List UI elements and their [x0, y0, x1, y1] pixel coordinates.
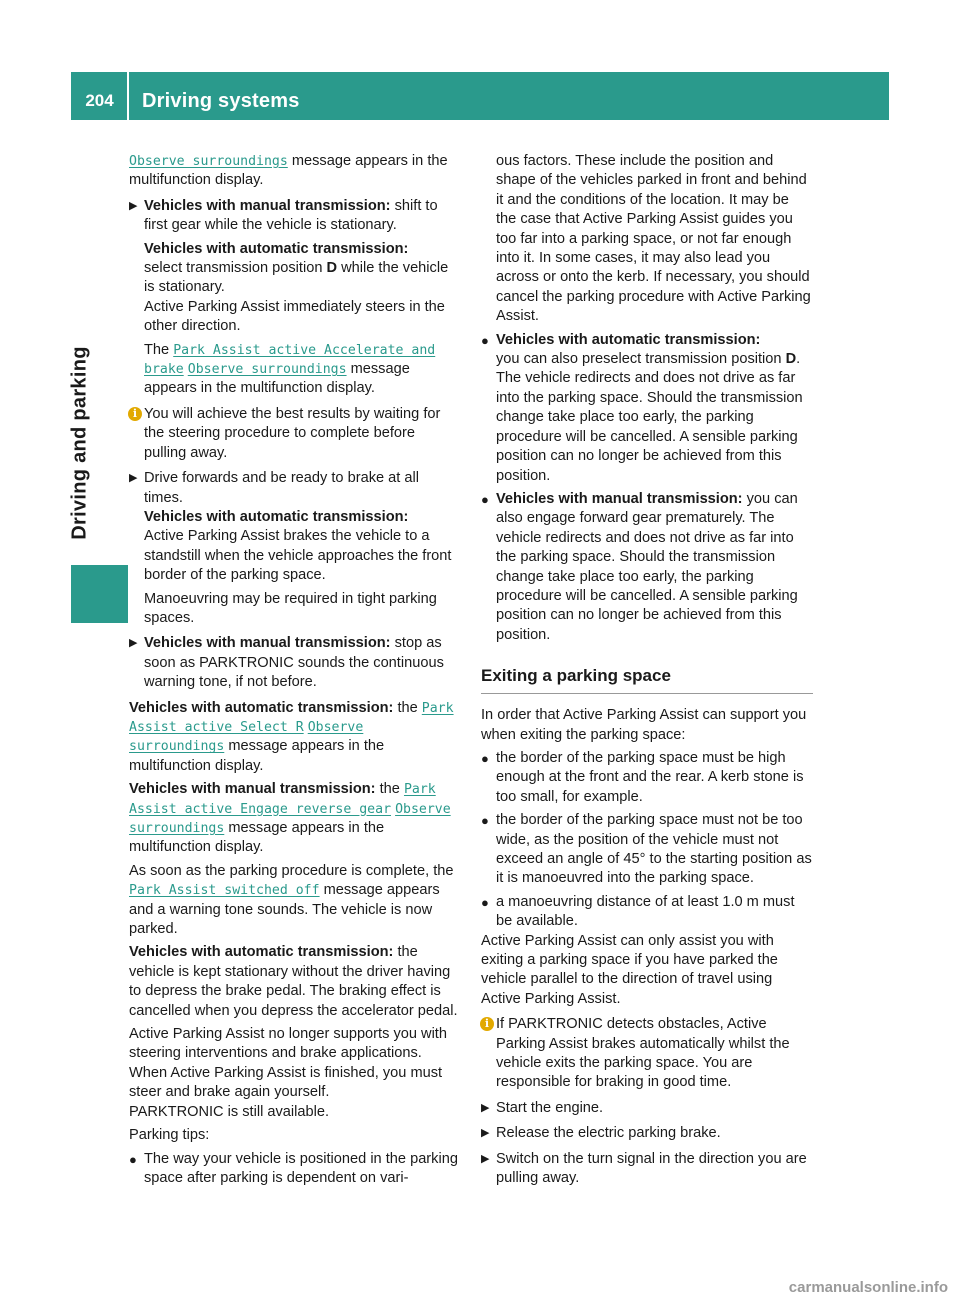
display-message: Observe surroundings [129, 801, 451, 836]
instruction-step: ▶ Release the electric parking brake. [481, 1124, 813, 1143]
paragraph: Parking tips: [129, 1127, 210, 1144]
right-column [481, 152, 813, 1189]
step-arrow-icon: ▶ [129, 199, 138, 212]
list-item: ● a manoeuvring distance of at least 1.0 m must be available. [481, 893, 795, 930]
paragraph: Active Parking Assist no longer supports you with steering interventions and brake applications. When Active Parking Assist is finished, you must steer and brake again yourself. [129, 1026, 447, 1101]
step-arrow-icon: ▶ [481, 1101, 490, 1114]
paragraph: Vehicles with automatic transmission: the Park Assist active Select R Observe surroundings message appears in the multifunction display. [129, 699, 454, 774]
step-arrow-icon: ▶ [129, 637, 138, 650]
instruction-step: ▶ Vehicles with manual transmission: stop as soon as PARKTRONIC sounds the continuous warning tone, if not before. [129, 635, 444, 691]
info-icon: i [480, 1017, 494, 1031]
display-message: Observe surroundings [129, 154, 288, 169]
section-title: Driving systems [142, 90, 300, 112]
display-message: Park Assist active Select R [129, 700, 454, 735]
list-item: ● The way your vehicle is positioned in the parking space after parking is dependent on vari- [129, 1150, 458, 1186]
paragraph: Vehicles with automatic transmission: the vehicle is kept stationary without the driver having to depress the brake pedal. The braking effect is cancelled when you depress the accelerator pedal. [129, 944, 458, 1019]
instruction-step: ▶ Drive forwards and be ready to brake at all times. Vehicles with automatic transmission: Active Parking Assist brakes the vehicle to a standstill when the vehicle approaches the front border of the parking space. Manoeuvring may be required in tight parking spaces. [129, 470, 452, 626]
section-heading: Exiting a parking space [481, 665, 813, 694]
watermark-link[interactable]: carmanualsonline.info [788, 1279, 948, 1296]
info-note: i You will achieve the best results by waiting for the steering procedure to complete before pulling away. [129, 405, 461, 463]
display-message: Park Assist active Accelerate and brake [144, 342, 436, 378]
step-arrow-icon: ▶ [481, 1127, 490, 1140]
left-column [129, 152, 461, 1188]
bullet-icon: ● [481, 332, 489, 348]
info-note: i If PARKTRONIC detects obstacles, Active Parking Assist brakes automatically whilst the vehicle exits the parking space. You are responsible for braking in good time. [481, 1015, 813, 1093]
display-message: Park Assist active Engage reverse gear [129, 782, 436, 817]
step-arrow-icon: ▶ [481, 1152, 490, 1165]
paragraph: Observe surroundings message appears in the multifunction display. [129, 153, 448, 189]
side-tab-marker [71, 565, 128, 623]
instruction-step: ▶ Start the engine. [481, 1099, 813, 1118]
display-message: Observe surroundings [187, 362, 347, 378]
list-item: ● Vehicles with automatic transmission: you can also preselect transmission position D. The vehicle redirects and does not drive as far into the parking space. Should the transmission change take place too early, the parking procedure will be cancelled. A sensible parking position can no longer be achieved from this position. [481, 331, 803, 484]
bullet-icon: ● [129, 1151, 137, 1167]
list-item: ● the border of the parking space must be high enough at the front and the rear. A kerb stone is too small, for example. [481, 749, 804, 805]
instruction-step: ▶ Vehicles with manual transmission: shift to first gear while the vehicle is stationary. Vehicles with automatic transmission: select transmission position D while the vehicle is stationary. Active Parking Assist immediately steers in the other direction. The Park Assist active Accelerate and brake Observe surroundings message appears in the multifunction display. [129, 197, 449, 397]
paragraph: PARKTRONIC is still available. [129, 1103, 330, 1120]
bullet-icon: ● [481, 813, 489, 829]
side-tab-label: Driving and parking [68, 346, 91, 540]
paragraph: Active Parking Assist can only assist you with exiting a parking space if you have parked the vehicle parallel to the direction of travel using Active Parking Assist. [481, 932, 778, 1007]
list-item: ● the border of the parking space must not be too wide, as the position of the vehicle must not exceed an angle of 45° to the starting position as it is manoeuvred into the parking space. [481, 812, 812, 887]
page-number: 204 [85, 91, 114, 110]
info-icon: i [128, 407, 142, 421]
bullet-icon: ● [481, 491, 489, 507]
bullet-icon: ● [481, 750, 489, 766]
display-message: Park Assist switched off [129, 883, 320, 899]
instruction-step: ▶ Switch on the turn signal in the direction you are pulling away. [481, 1150, 807, 1187]
header-divider [127, 72, 129, 120]
paragraph: In order that Active Parking Assist can support you when exiting the parking space: [481, 707, 807, 743]
paragraph: ous factors. These include the position and shape of the vehicles parked in front and behind it and the conditions of the location. It may be the case that Active Parking Assist guides you too far into a parking space, or not far enough into it. In some cases, it may also lead you across or onto the kerb. If necessary, you should cancel the parking procedure with Active Parking Assist. [496, 153, 811, 325]
paragraph: Vehicles with manual transmission: the Park Assist active Engage reverse gear Observe surroundings message appears in the multifunction display. [129, 781, 451, 856]
bullet-icon: ● [481, 894, 489, 910]
display-message: Observe surroundings [129, 719, 364, 755]
list-item: ● Vehicles with manual transmission: you can also engage forward gear prematurely. The vehicle redirects and does not drive as far into the parking space. Should the transmission change take place too early, the parking procedure will be cancelled. A sensible parking position can no longer be achieved from this position. [481, 490, 798, 643]
step-arrow-icon: ▶ [129, 472, 138, 485]
paragraph: As soon as the parking procedure is complete, the Park Assist switched off message appears and a warning tone sounds. The vehicle is now parked. [129, 862, 454, 938]
